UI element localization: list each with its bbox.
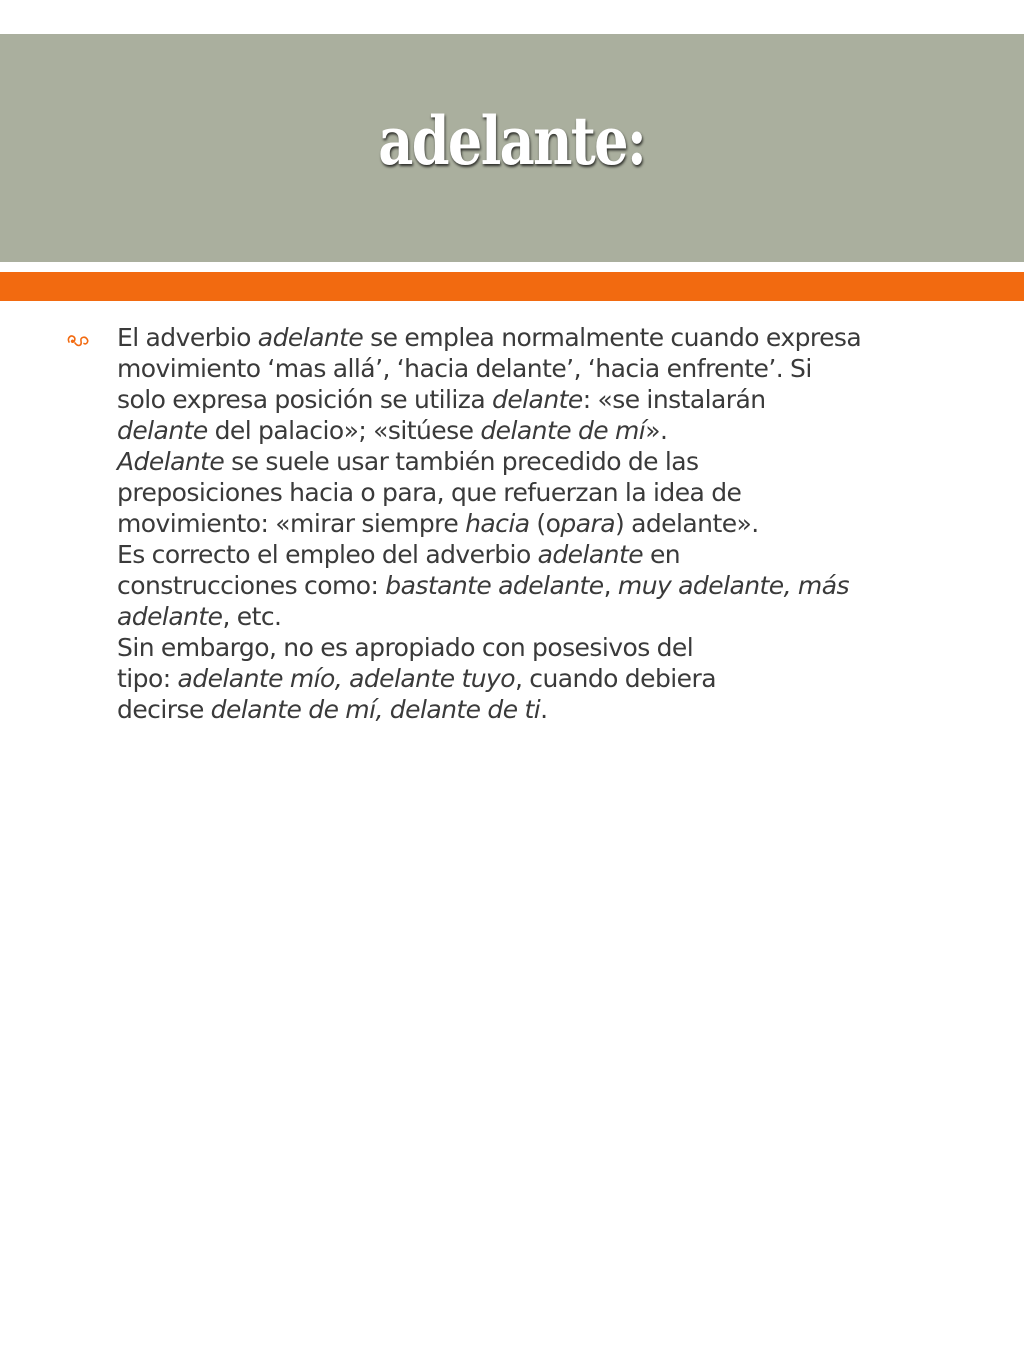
text-line xyxy=(117,632,987,663)
text-line xyxy=(117,415,987,446)
text-line xyxy=(117,694,987,725)
text-segment: , xyxy=(603,571,618,600)
text-line xyxy=(117,663,987,694)
text-segment: preposiciones hacia o para, que refuerzan la idea de xyxy=(117,478,742,507)
text-segment: ) adelante». xyxy=(614,509,759,538)
curl-ornament-icon xyxy=(66,330,92,352)
text-line xyxy=(117,322,987,353)
italic-term: para xyxy=(560,509,615,538)
text-segment: solo expresa posición se utiliza xyxy=(117,385,493,414)
text-line xyxy=(117,384,987,415)
text-line xyxy=(117,446,987,477)
text-segment: construcciones como: xyxy=(117,571,386,600)
text-segment: ». xyxy=(645,416,668,445)
text-line xyxy=(117,570,987,601)
text-segment: (o xyxy=(529,509,561,538)
text-segment: , cuando debiera xyxy=(514,664,716,693)
italic-term: delante xyxy=(117,416,208,445)
text-line xyxy=(117,539,987,570)
italic-term: adelante xyxy=(537,540,644,569)
italic-term: Adelante xyxy=(117,447,225,476)
text-line xyxy=(117,508,987,539)
text-segment: Sin embargo, no es apropiado con posesivos del xyxy=(117,633,694,662)
italic-term: adelante xyxy=(117,602,223,631)
italic-term: hacia xyxy=(465,509,530,538)
italic-term: bastante adelante xyxy=(385,571,604,600)
italic-term: muy adelante, más xyxy=(617,571,849,600)
bullet-paragraph xyxy=(117,322,987,725)
italic-term: delante xyxy=(492,385,583,414)
italic-term: delante de mí xyxy=(480,416,646,445)
text-segment: del palacio»; «sitúese xyxy=(207,416,481,445)
slide-title: adelante: xyxy=(378,102,646,180)
text-segment: . xyxy=(540,695,548,724)
text-segment: se emplea normalmente cuando expresa xyxy=(363,323,862,352)
title-band xyxy=(0,34,1024,262)
text-segment: : «se instalarán xyxy=(582,385,766,414)
text-line xyxy=(117,601,987,632)
text-segment: movimiento: «mirar siempre xyxy=(117,509,466,538)
text-segment: Es correcto el empleo del adverbio xyxy=(117,540,538,569)
text-line xyxy=(117,353,987,384)
accent-bar xyxy=(0,272,1024,301)
italic-term: adelante xyxy=(257,323,364,352)
text-segment: en xyxy=(643,540,681,569)
text-segment: , etc. xyxy=(222,602,282,631)
italic-term: adelante mío, adelante tuyo xyxy=(177,664,515,693)
italic-term: delante de mí, delante de ti xyxy=(210,695,541,724)
text-line xyxy=(117,477,987,508)
text-segment: se suele usar también precedido de las xyxy=(224,447,699,476)
text-segment: tipo: xyxy=(117,664,178,693)
text-segment: El adverbio xyxy=(117,323,258,352)
text-segment: decirse xyxy=(117,695,211,724)
text-segment: movimiento ‘mas allá’, ‘hacia delante’, ‘hacia enfrente’. Si xyxy=(117,354,812,383)
